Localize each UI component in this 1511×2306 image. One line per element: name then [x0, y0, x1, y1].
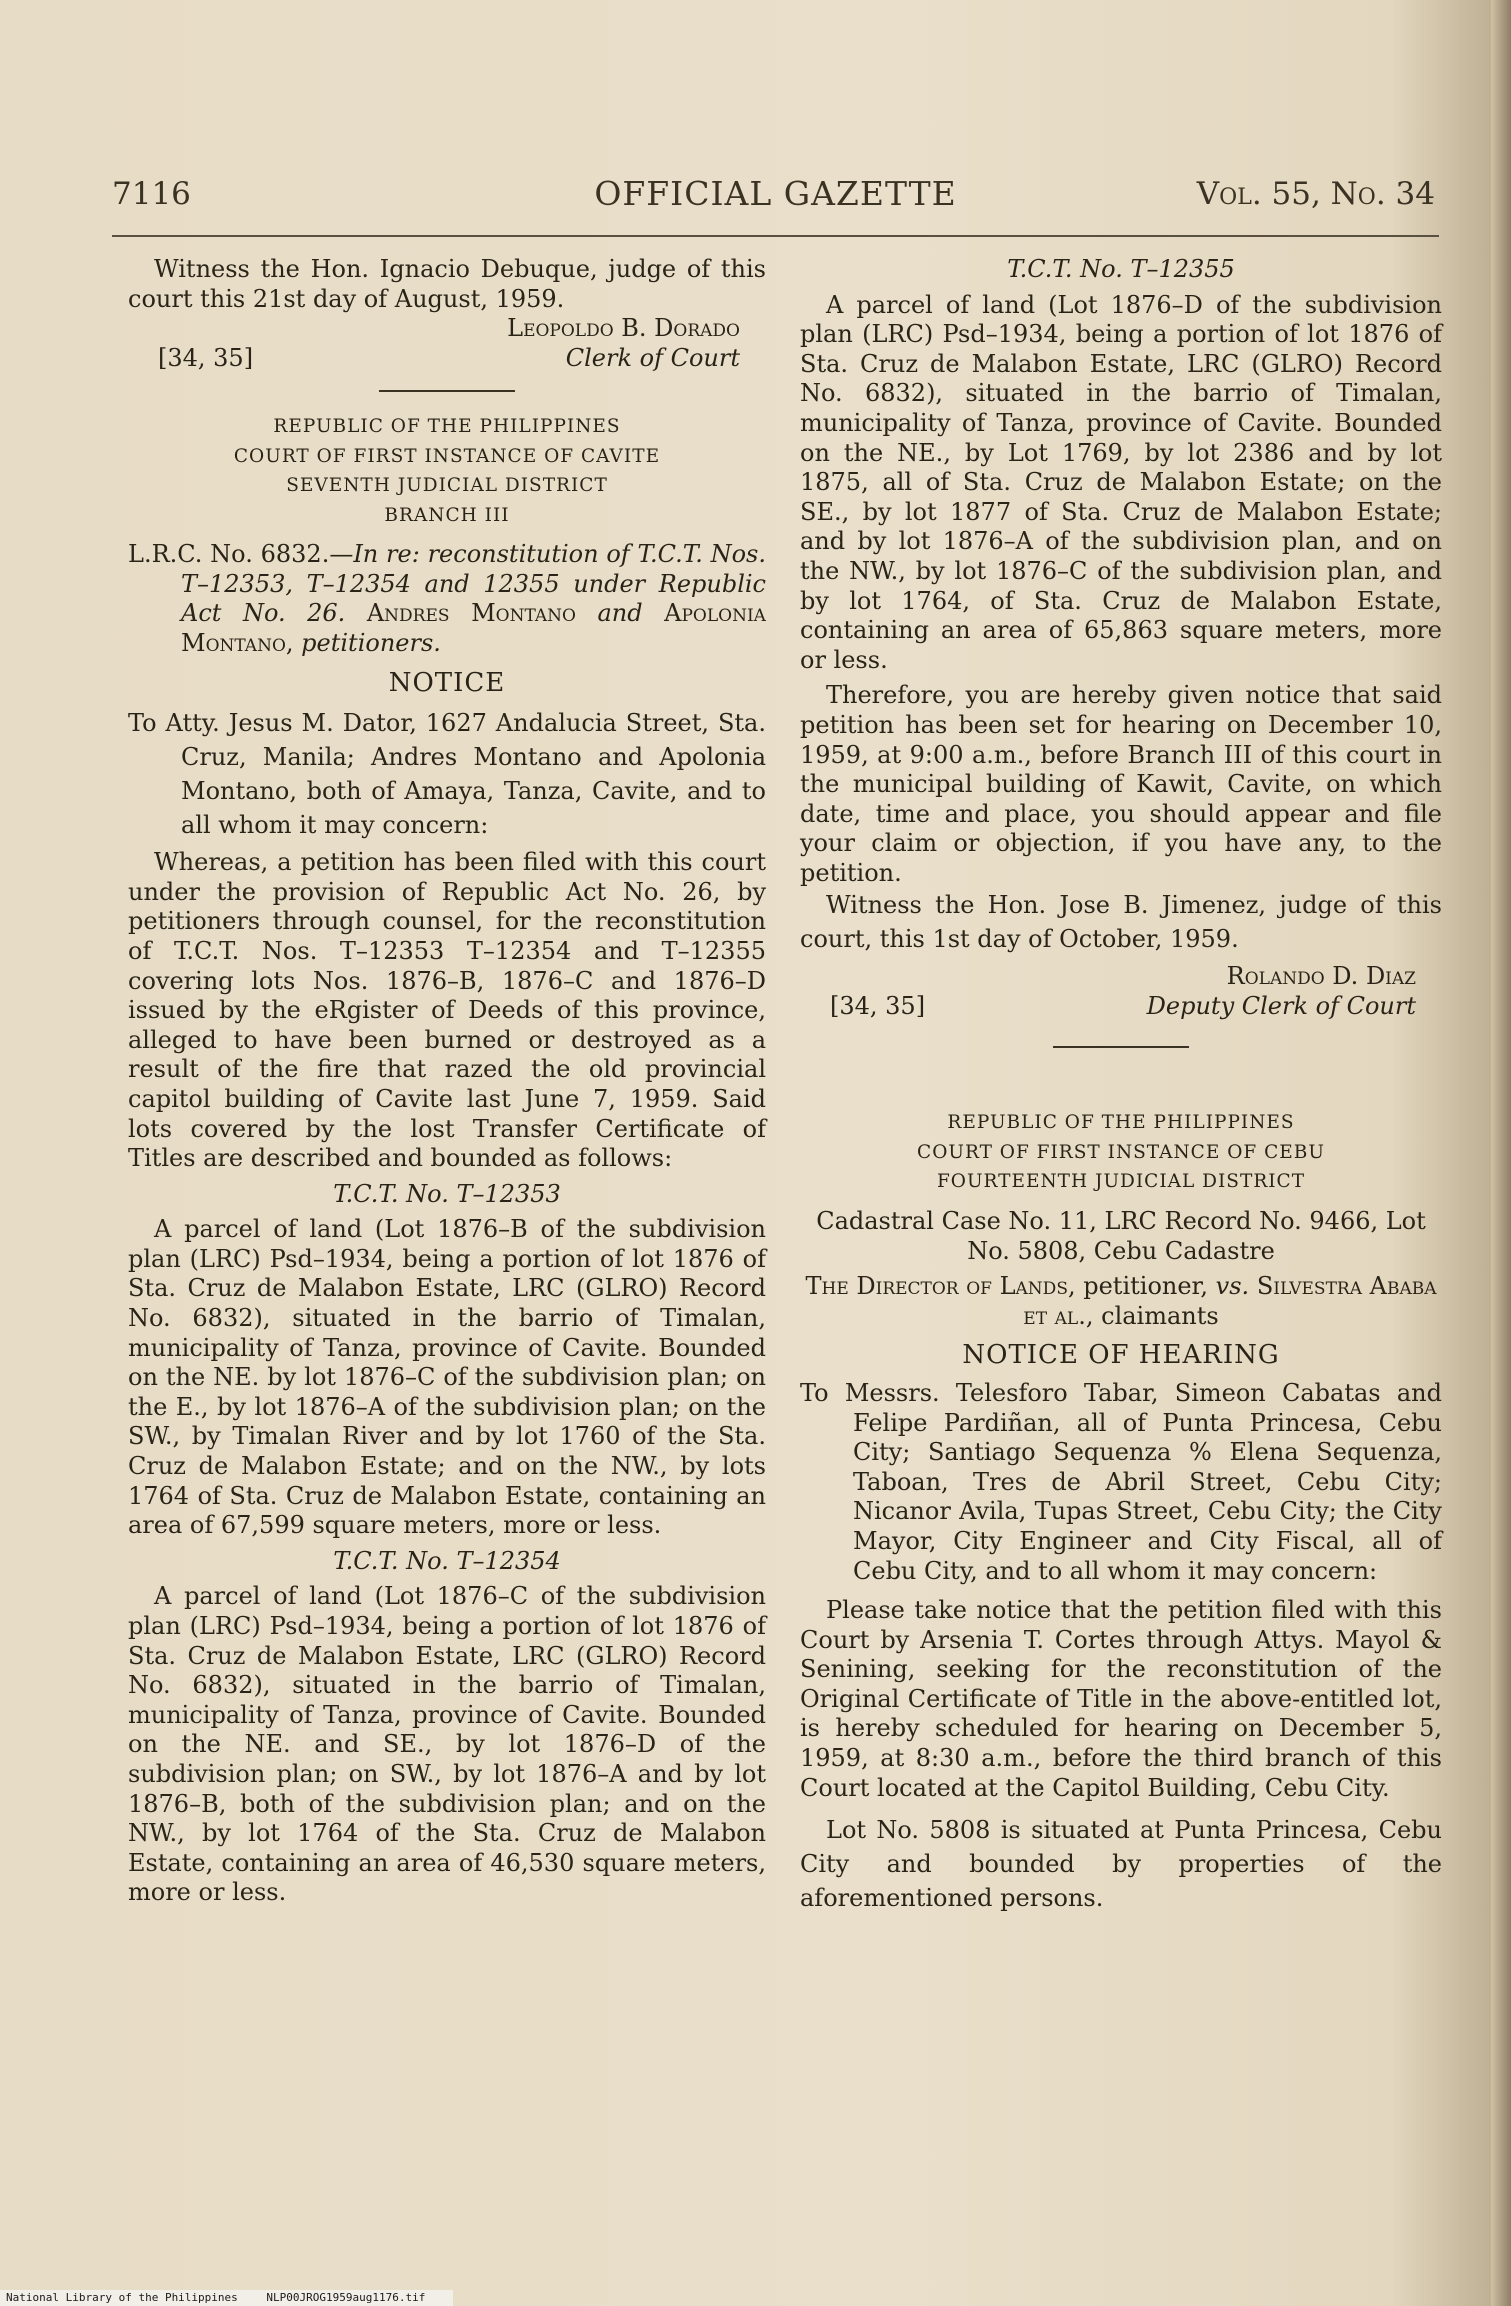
issue-tag: [34, 35] — [830, 992, 926, 1021]
court-line: COURT OF FIRST INSTANCE OF CAVITE — [233, 445, 661, 467]
tct-description: A parcel of land (Lot 1876–D of the subdivision plan (LRC) Psd–1934, being a portion of lot 1876 of Sta. Cruz de Malabon Estate, LRC (GLRO) Record No. 6832), situated in the barrio of Timalan, municipality of Tanza, province of Cavite. Bounded on the NE., by Lot 1769, by lot 2386 and by lot 1875, all of Sta. Cruz de Malabon Estate; on the SE., by lot 1877 of Sta. Cruz de Malabon Estate; and by lot 1876–A of the subdivision plan, and on the NW., by lot 1876–C of the subdivision plan, and by lot 1764, of Sta. Cruz de Malabon Estate, containing an area of 65,863 square meters, more or less. — [800, 290, 1442, 674]
library-name: National Library of the Philippines — [6, 2291, 238, 2304]
signatory-name: Rolando D. Diaz — [1226, 962, 1416, 991]
court-heading — [800, 1108, 1442, 1197]
lot-paragraph: Lot No. 5808 is situated at Punta Princesa, Cebu City and bounded by properties of the aforementioned persons. — [800, 1816, 1442, 1913]
issue-tag: [34, 35] — [158, 344, 254, 373]
party-role: petitioners. — [301, 628, 441, 657]
court-heading — [128, 412, 766, 530]
conjunction: and — [597, 599, 643, 628]
court-line: REPUBLIC OF THE PHILIPPINES — [273, 416, 621, 438]
court-line: SEVENTH JUDICIAL DISTRICT — [286, 475, 608, 497]
publication-title: OFFICIAL GAZETTE — [594, 174, 957, 213]
case-caption: Cadastral Case No. 11, LRC Record No. 9466, Lot No. 5808, Cebu Cadastre — [816, 1206, 1426, 1265]
notice-heading: NOTICE — [388, 667, 506, 698]
signature-block-1 — [128, 314, 766, 374]
therefore-paragraph: Therefore, you are hereby given notice that said petition has been set for hearing on December 10, 1959, at 9:00 a.m., before Branch III of this court in the municipal building of Kawit, Cavite, on which date, time and place, you should appear and file your claim or objection, if you have any, to the petition. — [800, 681, 1442, 887]
witness-paragraph-1: Witness the Hon. Ignacio Debuque, judge of this court this 21st day of August, 1959. — [128, 255, 766, 313]
tct-heading: T.C.T. No. T–12355 — [1007, 255, 1235, 283]
versus: vs. — [1215, 1272, 1250, 1301]
page-header — [112, 170, 1439, 230]
court-line: COURT OF FIRST INSTANCE OF CEBU — [917, 1141, 1325, 1163]
addressees: To Messrs. Telesforo Tabar, Simeon Cabatas and Felipe Pardiñan, all of Punta Princesa, Cebu City; Santiago Sequenza % Elena Sequenza, Taboan, Tres de Abril Street, Cebu City; Nicanor Avila, Tupas Street, Cebu City; the City Mayor, City Engineer and City Fiscal, all of Cebu City, and to all whom it may concern: — [800, 1378, 1442, 1585]
left-column — [128, 255, 766, 1908]
party-name: Apolonia Montano, — [181, 599, 766, 657]
file-name: NLP00JROG1959aug1176.tif — [266, 2291, 426, 2304]
header-rule — [112, 235, 1439, 237]
whereas-paragraph: Whereas, a petition has been filed with this court under the provision of Republic Act No. 26, by petitioners through counsel, for the reconstitution of T.C.T. Nos. T–12353 T–12354 and T–12355 covering lots Nos. 1876–B, 1876–C and 1876–D issued by the eRgister of Deeds of this province, alleged to have been burned or destroyed as a result of the fire that razed the old provincial capitol building of Cavite last June 7, 1959. Said lots covered by the lost Transfer Certificate of Titles are described and bounded as follows: — [128, 848, 766, 1173]
court-line: FOURTEENTH JUDICIAL DISTRICT — [936, 1171, 1306, 1193]
signatory-role: Clerk of Court — [565, 344, 740, 373]
party-name: The Director of Lands, — [805, 1272, 1076, 1301]
tct-description: A parcel of land (Lot 1876–B of the subdivision plan (LRC) Psd–1934, being a portion of lot 1876 of Sta. Cruz de Malabon Estate, LRC (GLRO) Record No. 6832), situated in the barrio of Timalan, municipality of Tanza, province of Cavite. Bounded on the NE. by lot 1876–C of the subdivision plan; on the E., by lot 1876–A of the subdivision plan; on the SW., by Timalan River and by lot 1760 of the Sta. Cruz de Malabon Estate; and on the NW., by lots 1764 of Sta. Cruz de Malabon Estate, containing an area of 67,599 square meters, more or less. — [128, 1215, 766, 1540]
court-line: BRANCH III — [384, 504, 510, 526]
case-parties — [800, 1272, 1442, 1331]
page-number: 7116 — [112, 176, 191, 212]
right-column — [800, 255, 1442, 1915]
party-name: Silvestra Ababa et al., — [1023, 1272, 1437, 1330]
case-title: In re: reconstitution of T.C.T. Nos. T–12353, T–12354 and 12355 under Republic Act No. 26. — [181, 540, 766, 628]
case-number: L.R.C. No. 6832.— — [128, 540, 354, 569]
court-line: REPUBLIC OF THE PHILIPPINES — [947, 1112, 1295, 1134]
case-caption — [128, 540, 766, 658]
party-name: Andres Montano — [366, 599, 576, 628]
signatory-name: Leopoldo B. Dorado — [507, 314, 740, 343]
section-divider — [1053, 1046, 1189, 1048]
tct-heading: T.C.T. No. T–12353 — [333, 1179, 561, 1208]
scan-footer — [0, 2290, 453, 2306]
tct-heading: T.C.T. No. T–12354 — [333, 1546, 561, 1575]
section-divider — [379, 390, 515, 392]
volume-number: Vol. 55, No. 34 — [1196, 176, 1435, 212]
party-role: petitioner, — [1083, 1272, 1209, 1301]
tct-description: A parcel of land (Lot 1876–C of the subdivision plan (LRC) Psd–1934, being a portion of lot 1876 of Sta. Cruz de Malabon Estate, LRC (GLRO) Record No. 6832), situated in the barrio of Timalan, municipality of Tanza, province of Cavite. Bounded on the NE. and SE., by lot 1876–D of the subdivision plan; on SW., by lot 1876–A and by lot 1876–B, both of the subdivision plan; and on the NW., by lot 1764 of the Sta. Cruz de Malabon Estate, containing an area of 46,530 square meters, more or less. — [128, 1582, 766, 1907]
please-paragraph: Please take notice that the petition filed with this Court by Arsenia T. Cortes through Attys. Mayol & Senining, seeking for the reconstitution of the Original Certificate of Title in the above-entitled lot, is hereby scheduled for hearing on December 5, 1959, at 8:30 a.m., before the third branch of this Court located at the Capitol Building, Cebu City. — [800, 1596, 1442, 1802]
signature-block-2 — [800, 962, 1442, 1022]
party-role: claimants — [1101, 1301, 1219, 1330]
witness-paragraph-2: Witness the Hon. Jose B. Jimenez, judge of this court, this 1st day of October, 1959. — [800, 891, 1442, 954]
notice-heading: NOTICE OF HEARING — [962, 1340, 1280, 1371]
addressees: To Atty. Jesus M. Dator, 1627 Andalucia Street, Sta. Cruz, Manila; Andres Montano and Apolonia Montano, both of Amaya, Tanza, Cavite, and to all whom it may concern: — [128, 709, 766, 840]
page-edge-shadow — [1491, 0, 1511, 2306]
signatory-role: Deputy Clerk of Court — [1146, 992, 1416, 1021]
